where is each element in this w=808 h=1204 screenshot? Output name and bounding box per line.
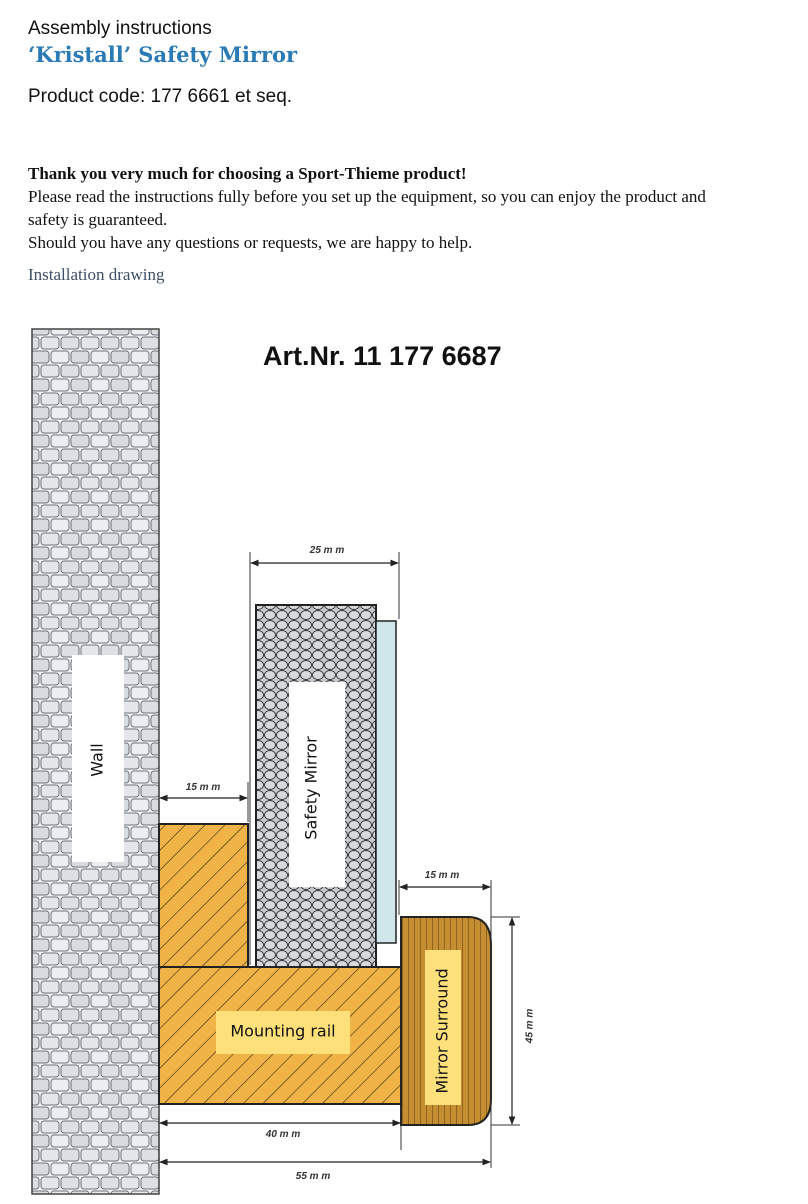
dim-total-depth: 55 m m (295, 1171, 331, 1182)
mirror-glass (376, 621, 396, 943)
dim-surround-height: 45 m m (524, 1008, 536, 1044)
spacer-block (159, 824, 248, 967)
safety-mirror-label: Safety Mirror (301, 736, 321, 840)
art-number: Art.Nr. 11 177 6687 (263, 341, 502, 371)
dim-wall-gap: 15 m m (185, 782, 221, 793)
installation-drawing (0, 300, 808, 1204)
document-kicker: Assembly instructions (28, 18, 212, 39)
mirror-surround-label: Mirror Surround (432, 968, 452, 1094)
intro-line-2: safety is guaranteed. (28, 210, 168, 229)
wall-label: Wall (87, 743, 107, 777)
intro-line-3: Should you have any questions or requests, we are happy to help. (28, 233, 473, 252)
dim-rail-width: 40 m m (265, 1129, 301, 1140)
section-label: Installation drawing (28, 265, 165, 284)
product-code: Product code: 177 6661 et seq. (28, 86, 293, 107)
intro-text (28, 162, 798, 254)
dim-mirror-thickness: 25 m m (309, 545, 345, 556)
document-title: ‘Kristall’ Safety Mirror (28, 42, 298, 67)
mounting-rail-label: Mounting rail (230, 1021, 336, 1041)
dim-surround-overhang: 15 m m (424, 870, 460, 881)
intro-line-1: Please read the instructions fully before you set up the equipment, so you can enjoy the product and (28, 187, 706, 206)
thanks-line: Thank you very much for choosing a Sport-Thieme product! (28, 164, 467, 183)
